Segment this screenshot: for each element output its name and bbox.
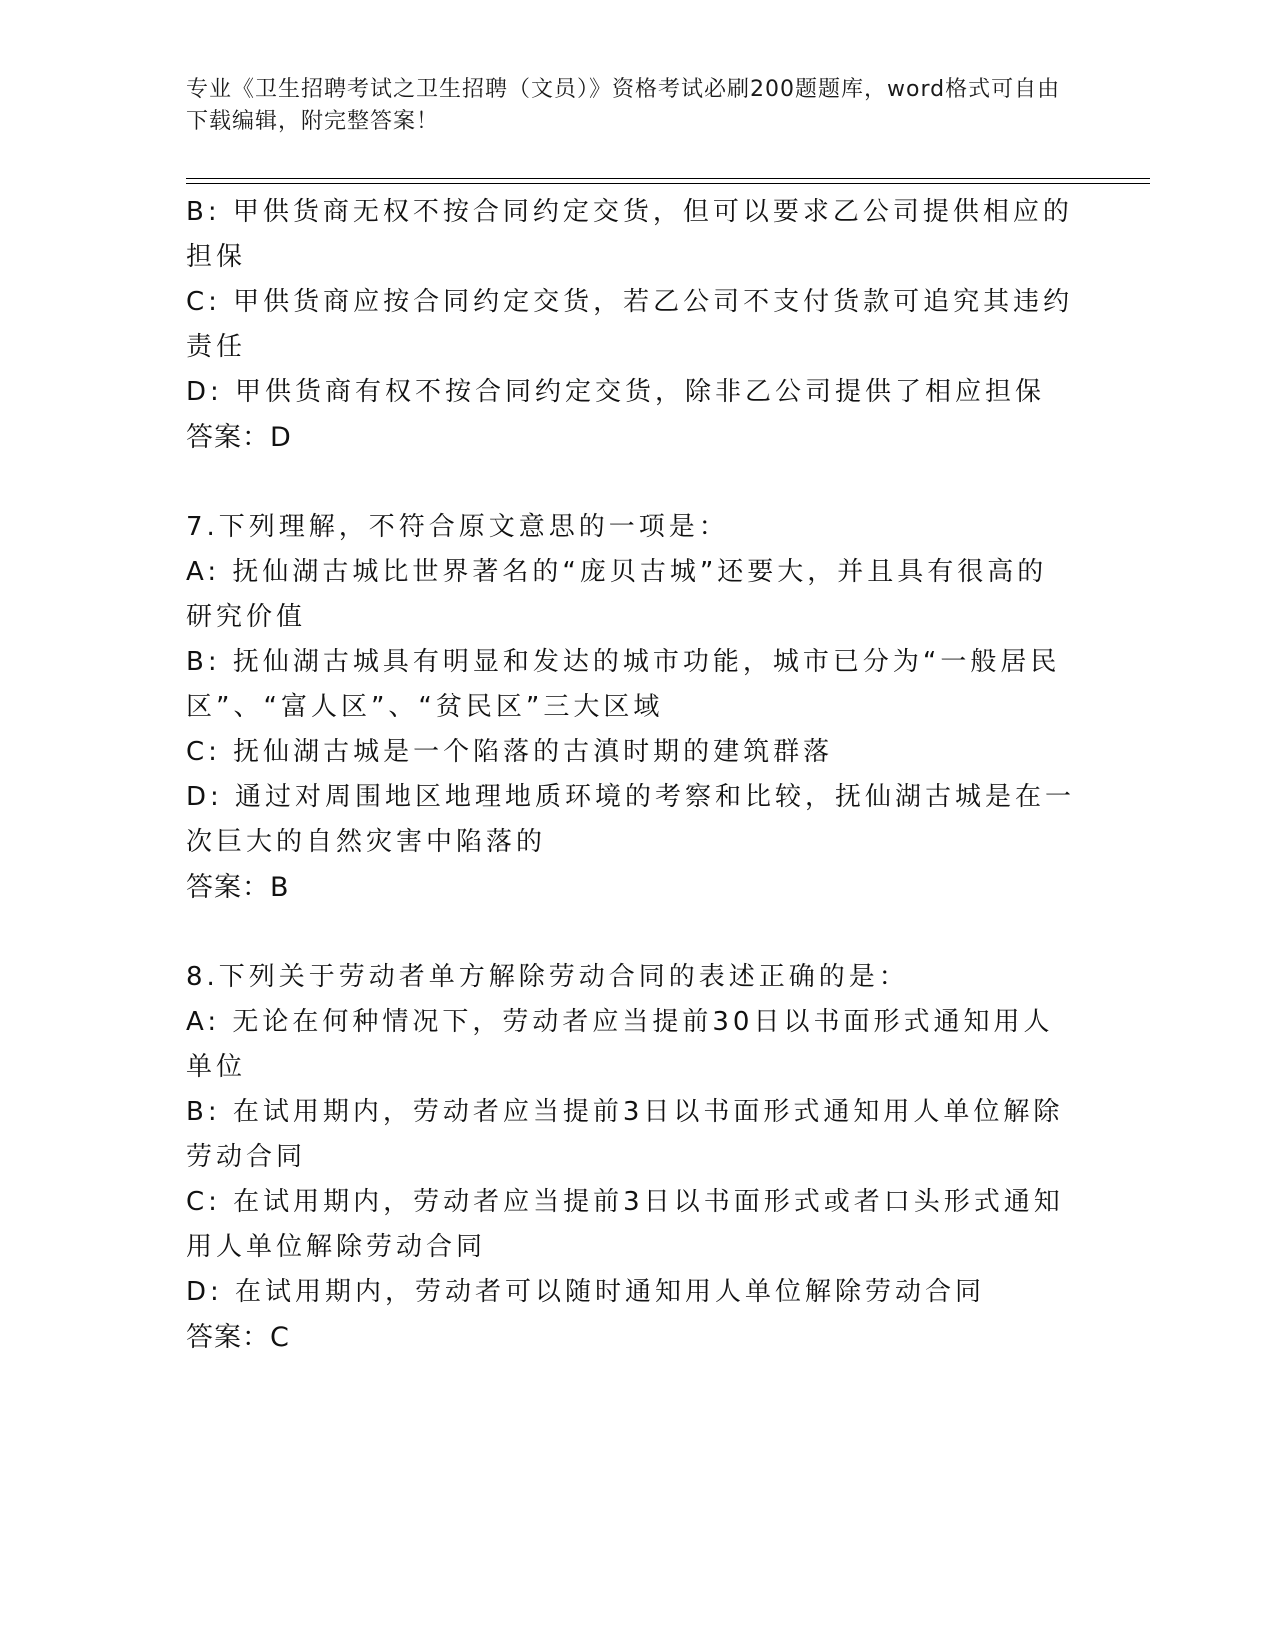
q7-option-a: A: 抚仙湖古城比世界著名的“庞贝古城”还要大，并且具有很高的研究价值 [186, 557, 1048, 632]
q8-option-d: D: 在试用期内，劳动者可以随时通知用人单位解除劳动合同 [186, 1277, 986, 1307]
q6-answer: 答案：D [186, 422, 292, 453]
q8-answer: 答案：C [186, 1322, 290, 1353]
q6-option-d: D: 甲供货商有权不按合同约定交货，除非乙公司提供了相应担保 [186, 377, 1046, 407]
q7-option-c: C: 抚仙湖古城是一个陷落的古滇时期的建筑群落 [186, 737, 834, 767]
header-divider [186, 178, 1150, 184]
q8-option-c: C: 在试用期内，劳动者应当提前3日以书面形式或者口头形式通知用人单位解除劳动合同 [186, 1187, 1064, 1262]
q6-option-b: B: 甲供货商无权不按合同约定交货，但可以要求乙公司提供相应的担保 [186, 197, 1073, 272]
q7-answer: 答案：B [186, 872, 290, 903]
q8-stem: 8.下列关于劳动者单方解除劳动合同的表述正确的是： [186, 962, 909, 992]
q6-option-c: C: 甲供货商应按合同约定交货，若乙公司不支付货款可追究其违约责任 [186, 287, 1074, 362]
spacer [186, 460, 1076, 505]
q7-option-d: D: 通过对周围地区地理地质环境的考察和比较，抚仙湖古城是在一次巨大的自然灾害中陷落的 [186, 782, 1076, 857]
question-content [186, 190, 1076, 1360]
page-header: 专业《卫生招聘考试之卫生招聘（文员）》资格考试必刷200题题库，word格式可自由下载编辑，附完整答案！ [186, 77, 1061, 134]
q7-stem: 7.下列理解，不符合原文意思的一项是： [186, 512, 729, 542]
q8-option-b: B: 在试用期内，劳动者应当提前3日以书面形式通知用人单位解除劳动合同 [186, 1097, 1064, 1172]
spacer [186, 910, 1076, 955]
q8-option-a: A: 无论在何种情况下，劳动者应当提前30日以书面形式通知用人单位 [186, 1007, 1054, 1082]
q7-option-b: B: 抚仙湖古城具有明显和发达的城市功能，城市已分为“一般居民区”、“富人区”、“贫民区”三大区域 [186, 647, 1061, 722]
